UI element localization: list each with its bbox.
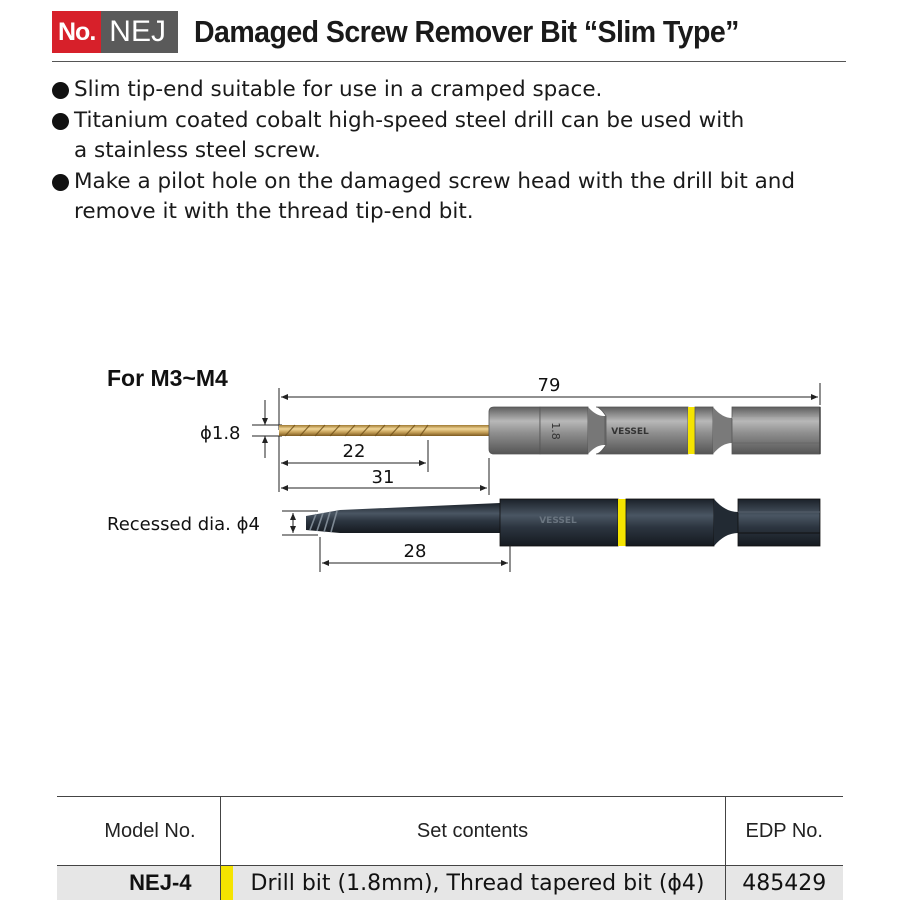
column-header-contents: Set contents	[220, 797, 725, 866]
drill-shank	[489, 407, 820, 454]
drill-diameter-label: ϕ1.8	[200, 423, 241, 444]
extractor-length-label: 28	[403, 541, 427, 562]
badge-no: No.	[52, 11, 101, 53]
overall-length-label: 79	[537, 375, 561, 396]
row-accent-bar	[221, 866, 233, 900]
feature-line: Titanium coated cobalt high-speed steel drill can be used with	[74, 107, 745, 133]
model-number-cell: NEJ-4	[57, 866, 220, 900]
recessed-diameter-label: Recessed dia. ϕ4	[107, 514, 260, 535]
series-code-badge: NEJ	[101, 11, 178, 53]
feature-line: Make a pilot hole on the damaged screw head with the drill bit and	[74, 168, 796, 194]
yellow-ring	[688, 407, 695, 454]
drill-diameter-dimension	[252, 400, 282, 458]
flute-length-label: 22	[342, 441, 366, 462]
extractor-brand-marking: VESSEL	[539, 516, 577, 526]
set-contents-text: Drill bit (1.8mm), Thread tapered bit (ϕ4)	[250, 870, 705, 896]
column-header-model: Model No.	[104, 819, 196, 842]
diagram-heading: For M3~M4	[107, 365, 228, 391]
feature-line: a stainless steel screw.	[74, 138, 321, 163]
table-header-row	[57, 797, 843, 866]
drill-bit	[279, 425, 489, 436]
drill-brand-marking: VESSEL	[611, 427, 649, 437]
page-title: Damaged Screw Remover Bit “Slim Type”	[193, 14, 739, 49]
edp-number-cell: 485429	[725, 866, 843, 900]
yellow-ring	[618, 499, 626, 546]
set-contents-cell	[220, 866, 725, 900]
table-row	[57, 866, 843, 900]
column-header-edp: EDP No.	[745, 819, 823, 842]
feature-line: Slim tip-end suitable for use in a cramped space.	[74, 77, 603, 102]
tip-to-shank-label: 31	[371, 467, 395, 488]
feature-line: remove it with the thread tip-end bit.	[74, 199, 474, 224]
spec-table	[57, 796, 843, 900]
drill-shank-size-marking: 1.8	[549, 422, 562, 440]
